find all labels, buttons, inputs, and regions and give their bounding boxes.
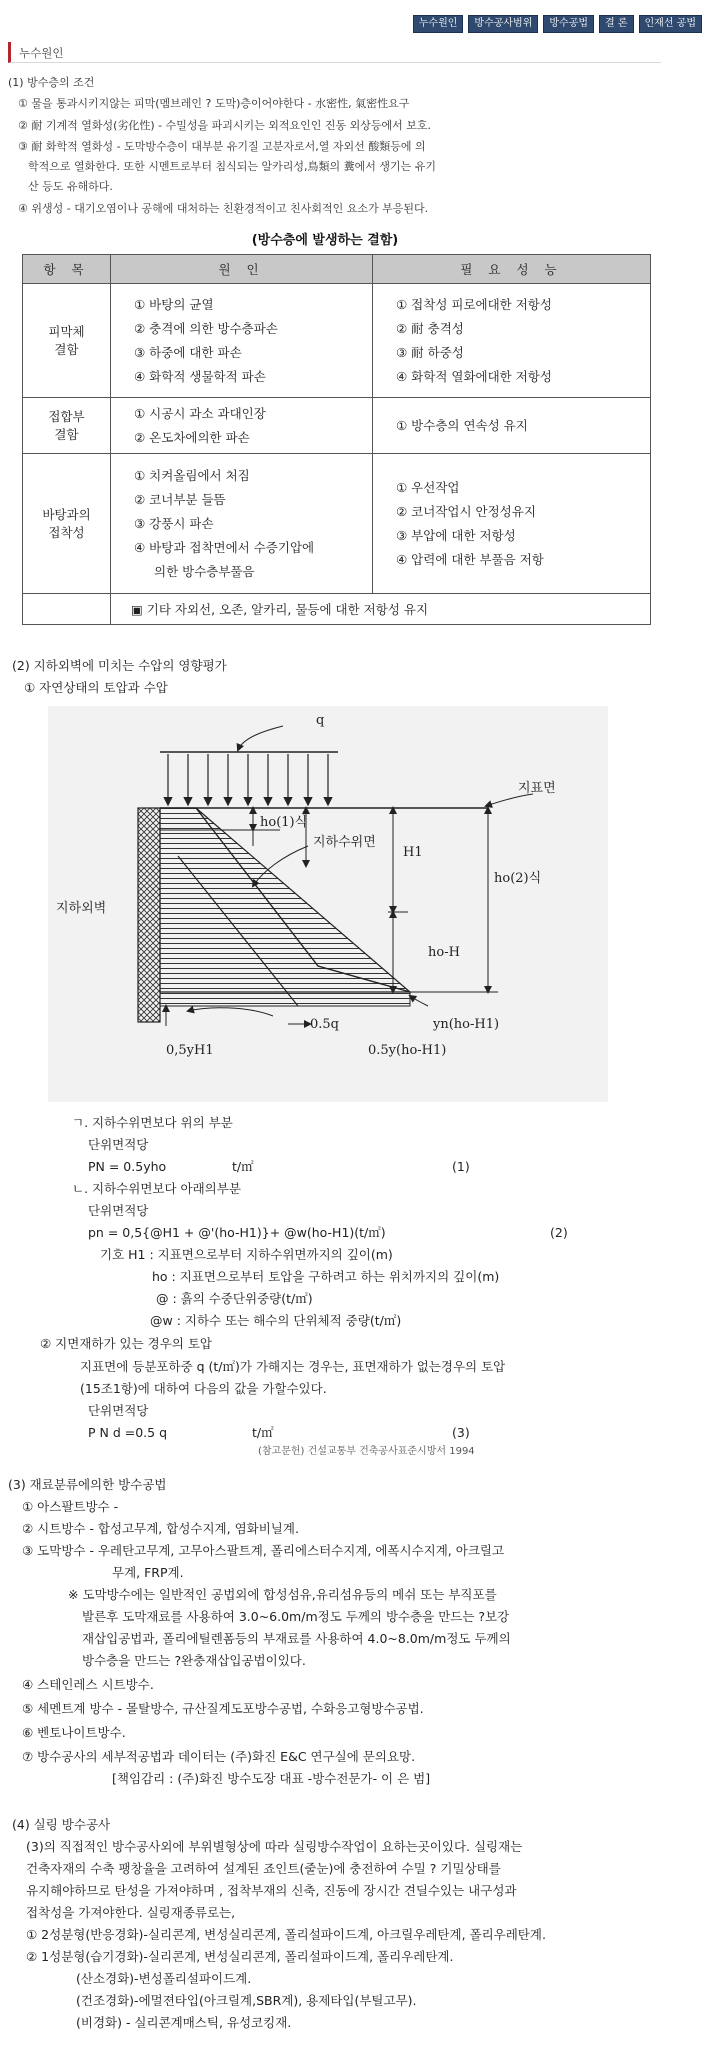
cause-item: ④ 바탕과 접착면에서 수증기압에 (134, 539, 315, 555)
sec2-subheading: ① 자연상태의 토압과 수압 (24, 680, 168, 695)
diagram-svg (48, 706, 608, 1102)
nav-injaesun-method[interactable]: 인재선 공법 (639, 15, 702, 33)
cause-item: ③ 하중에 대한 파손 (134, 344, 242, 360)
formula-line: 기호 H1 : 지표면으로부터 지하수위면까지의 깊이(m) (100, 1247, 393, 1262)
formula-line: ㄱ. 지하수위면보다 위의 부분 (72, 1115, 233, 1130)
top-nav (413, 15, 702, 33)
body-line: 단위면적당 (88, 1403, 149, 1418)
formula-line: @ : 흙의 수중단위중량(t/㎡) (156, 1291, 313, 1306)
table-row (23, 284, 651, 398)
row-needs (373, 284, 651, 398)
row-needs (373, 398, 651, 454)
sealing-line: (비경화) - 실리콘계매스틱, 유성코킹재. (76, 2015, 292, 2030)
sealing-line: 접착성을 가져야한다. 실링재종류로는, (26, 1905, 236, 1920)
row-causes (111, 454, 373, 594)
label-H1: H1 (403, 845, 423, 860)
row-causes (111, 398, 373, 454)
nav-leak-cause[interactable]: 누수원인 (413, 15, 464, 33)
cause-item: ④ 화학적 생물학적 파손 (134, 368, 266, 384)
sealing-line: (산소경화)-변성폴리설파이드계. (76, 1971, 252, 1986)
cause-item: ① 치켜올림에서 처짐 (134, 467, 250, 483)
label-wall: 지하외벽 (56, 901, 107, 916)
sec1-heading: (1) 방수층의 조건 (8, 76, 95, 89)
formula-unit: t/㎡ (232, 1159, 254, 1174)
cause-item: ② 온도차에의한 파손 (134, 429, 250, 445)
earth-pressure-diagram (48, 706, 608, 1102)
cause-item: ② 충격에 의한 방수층파손 (134, 320, 278, 336)
sec1-item: ② 耐 기계적 열화성(劣化性) - 수밀성을 파괴시키는 외적요인인 진동 외상등에서 보호. (18, 119, 432, 132)
body-line: 지표면에 등분포하중 q (t/㎡)가 가해지는 경우는, 표면재하가 없는경우의 토압 (80, 1359, 506, 1374)
method-line: ③ 도막방수 - 우레탄고무계, 고무아스팔트계, 폴리에스터수지계, 에폭시수지계, 아크릴고 (22, 1543, 505, 1558)
need-item: ① 방수층의 연속성 유지 (396, 417, 528, 433)
header-need: 필 요 성 능 (373, 255, 651, 284)
sec1-item: ④ 위생성 - 대기오염이나 공해에 대처하는 친환경적이고 친사회적인 요소가 부응된다. (18, 202, 429, 215)
sec4-heading: (4) 실링 방수공사 (12, 1817, 111, 1832)
sealing-line: 건축자재의 수축 팽창율을 고려하여 설계된 죠인트(줄눈)에 충전하여 수밀 ? 기밀상태를 (26, 1861, 501, 1876)
sec2-subheading: ② 지면재하가 있는 경우의 토압 (40, 1336, 213, 1351)
table-header-row (23, 255, 651, 284)
sec2-heading: (2) 지하외벽에 미치는 수압의 영향평가 (12, 658, 227, 673)
nav-conclusion[interactable]: 결 론 (599, 15, 634, 33)
row-causes (111, 284, 373, 398)
method-line: ⑤ 세멘트계 방수 - 몰탈방수, 규산질계도포방수공법, 수화응고형방수공법. (22, 1701, 424, 1716)
body-line: P N d =0.5 q (88, 1425, 168, 1440)
need-item: ④ 압력에 대한 부풀음 저항 (396, 551, 544, 567)
need-item: ③ 耐 하중성 (396, 344, 464, 360)
table-note: ▣ 기타 자외선, 오존, 알카리, 물등에 대한 저항성 유지 (111, 594, 651, 625)
formula-line: PN = 0.5yho (88, 1159, 167, 1174)
method-line: ※ 도막방수에는 일반적인 공법외에 합성섬유,유리섬유등의 메쉬 또는 부직포를 (68, 1587, 497, 1602)
label-05q: 0.5q (310, 1017, 339, 1032)
table-caption: (방수층에 발생하는 결함) (251, 233, 399, 248)
sec1-item: 산 등도 유해하다. (28, 180, 113, 193)
section-title: 누수원인 (19, 46, 64, 60)
label-05yH1: 0,5yH1 (166, 1043, 214, 1058)
label-05y: 0.5y(ho-H1) (368, 1043, 447, 1058)
table-row (23, 398, 651, 454)
formula-line: ㄴ. 지하수위면보다 아래의부분 (72, 1181, 241, 1196)
sec1-item: ③ 耐 화학적 열화성 - 도막방수층이 대부분 유기질 고분자로서,열 자외선 酸類등에 의 (18, 140, 426, 153)
formula-line: 단위면적당 (88, 1137, 149, 1152)
label-q: q (316, 713, 325, 728)
label-yn: yn(ho-H1) (433, 1017, 500, 1032)
table-row (23, 454, 651, 594)
formula-line: 단위면적당 (88, 1203, 149, 1218)
body-line: (15조1항)에 대하여 다음의 값을 가할수있다. (80, 1381, 327, 1396)
need-item: ③ 부압에 대한 저항성 (396, 527, 516, 543)
sealing-line: 유지해야하므로 탄성을 가져야하며 , 접착부재의 신축, 진동에 장시간 견딜수있는 내구성과 (26, 1883, 517, 1898)
sec3-heading: (3) 재료분류에의한 방수공법 (8, 1477, 167, 1492)
sealing-line: (건조경화)-에멀젼타입(아크릴계,SBR계), 용제타입(부틸고무). (76, 1993, 417, 2008)
cause-item: ① 시공시 과소 과대인장 (134, 405, 266, 421)
method-line: 발른후 도막재료를 사용하여 3.0~6.0m/m정도 두께의 방수층을 만드는 ?보강 (82, 1609, 510, 1624)
formula-number: (2) (550, 1225, 568, 1240)
sec1-item: 학적으로 열화한다. 또한 시멘트로부터 침식되는 알카리성,鳥類의 糞에서 생기는 유기 (28, 160, 436, 173)
row-category: 피막체 결함 (23, 284, 111, 398)
formula-line: @w : 지하수 또는 해수의 단위체적 중량(t/㎡) (150, 1313, 402, 1328)
method-line: ⑥ 벤토나이트방수. (22, 1725, 126, 1740)
formula-line: pn = 0,5{@H1 + @'(ho-H1)}+ @w(ho-H1)(t/㎡) (88, 1225, 386, 1240)
sec1-item: ① 물을 통과시키지않는 피막(멤브레인 ? 도막)층이어야한다 - 水密性, 氣密性요구 (18, 97, 410, 110)
section-header (8, 42, 661, 63)
method-line: ① 아스팔트방수 - (22, 1499, 119, 1514)
row-needs (373, 454, 651, 594)
label-ho-H: ho-H (428, 945, 460, 960)
need-item: ④ 화학적 열화에대한 저항성 (396, 368, 552, 384)
wall-hatch (138, 808, 160, 1022)
sealing-line: (3)의 직접적인 방수공사외에 부위별형상에 따라 실링방수작업이 요하는곳이있다. 실링재는 (26, 1839, 523, 1854)
formula-number: (1) (452, 1159, 470, 1174)
header-cause: 원 인 (111, 255, 373, 284)
label-ground: 지표면 (518, 781, 556, 796)
header-item: 항 목 (23, 255, 111, 284)
method-line: ⑦ 방수공사의 세부적공법과 데이터는 (주)화진 E&C 연구실에 문의요망. (22, 1749, 416, 1764)
formula-number: (3) (452, 1425, 470, 1440)
need-item: ① 우선작업 (396, 479, 460, 495)
method-line: ② 시트방수 - 합성고무계, 합성수지계, 염화비닐계. (22, 1521, 299, 1536)
row-category: 접합부 결함 (23, 398, 111, 454)
label-ho1: ho(1)식 (260, 815, 308, 830)
supervisor-note: [책임감리 : (주)화진 방수도장 대표 -방수전문가- 이 은 범] (112, 1771, 431, 1786)
surcharge-arrows (168, 754, 328, 804)
label-water-table: 지하수위면 (313, 835, 376, 850)
table-row (23, 594, 651, 625)
label-ho2: ho(2)식 (494, 871, 542, 886)
method-line: 무계, FRP계. (112, 1565, 184, 1580)
formula-line: ho : 지표면으로부터 토압을 구하려고 하는 위치까지의 깊이(m) (152, 1269, 500, 1284)
sealing-line: ① 2성분형(반응경화)-실리콘계, 변성실리콘계, 폴리설파이드계, 아크릴우레탄계, 폴리우레탄계. (26, 1927, 546, 1942)
need-item: ① 접착성 피로에대한 저항성 (396, 296, 552, 312)
reference-note: (참고문헌) 건설교통부 건축공사표준시방서 1994 (258, 1446, 475, 1457)
cause-item: 의한 방수층부풀음 (154, 563, 255, 579)
method-line: ④ 스테인레스 시트방수. (22, 1677, 154, 1692)
method-line: 재삽입공법과, 폴리에틸렌폼등의 부재료를 사용하여 4.0~8.0m/m정도 두께의 (82, 1631, 511, 1646)
row-category: 바탕과의 접착성 (23, 454, 111, 594)
cause-item: ① 바탕의 균열 (134, 296, 214, 312)
nav-scope[interactable]: 방수공사범위 (468, 15, 538, 33)
formula-unit: t/㎡ (252, 1425, 274, 1440)
cause-item: ③ 강풍시 파손 (134, 515, 214, 531)
need-item: ② 耐 충격성 (396, 320, 464, 336)
method-line: 방수층을 만드는 ?완충재삽입공법이있다. (82, 1653, 306, 1668)
nav-method[interactable]: 방수공법 (543, 15, 594, 33)
cause-item: ② 코너부분 들뜸 (134, 491, 226, 507)
sealing-line: ② 1성분형(습기경화)-실리콘계, 변성실리콘계, 폴리설파이드계, 폴리우레탄계. (26, 1949, 454, 1964)
need-item: ② 코너작업시 안정성유지 (396, 503, 536, 519)
defects-table (22, 254, 651, 625)
